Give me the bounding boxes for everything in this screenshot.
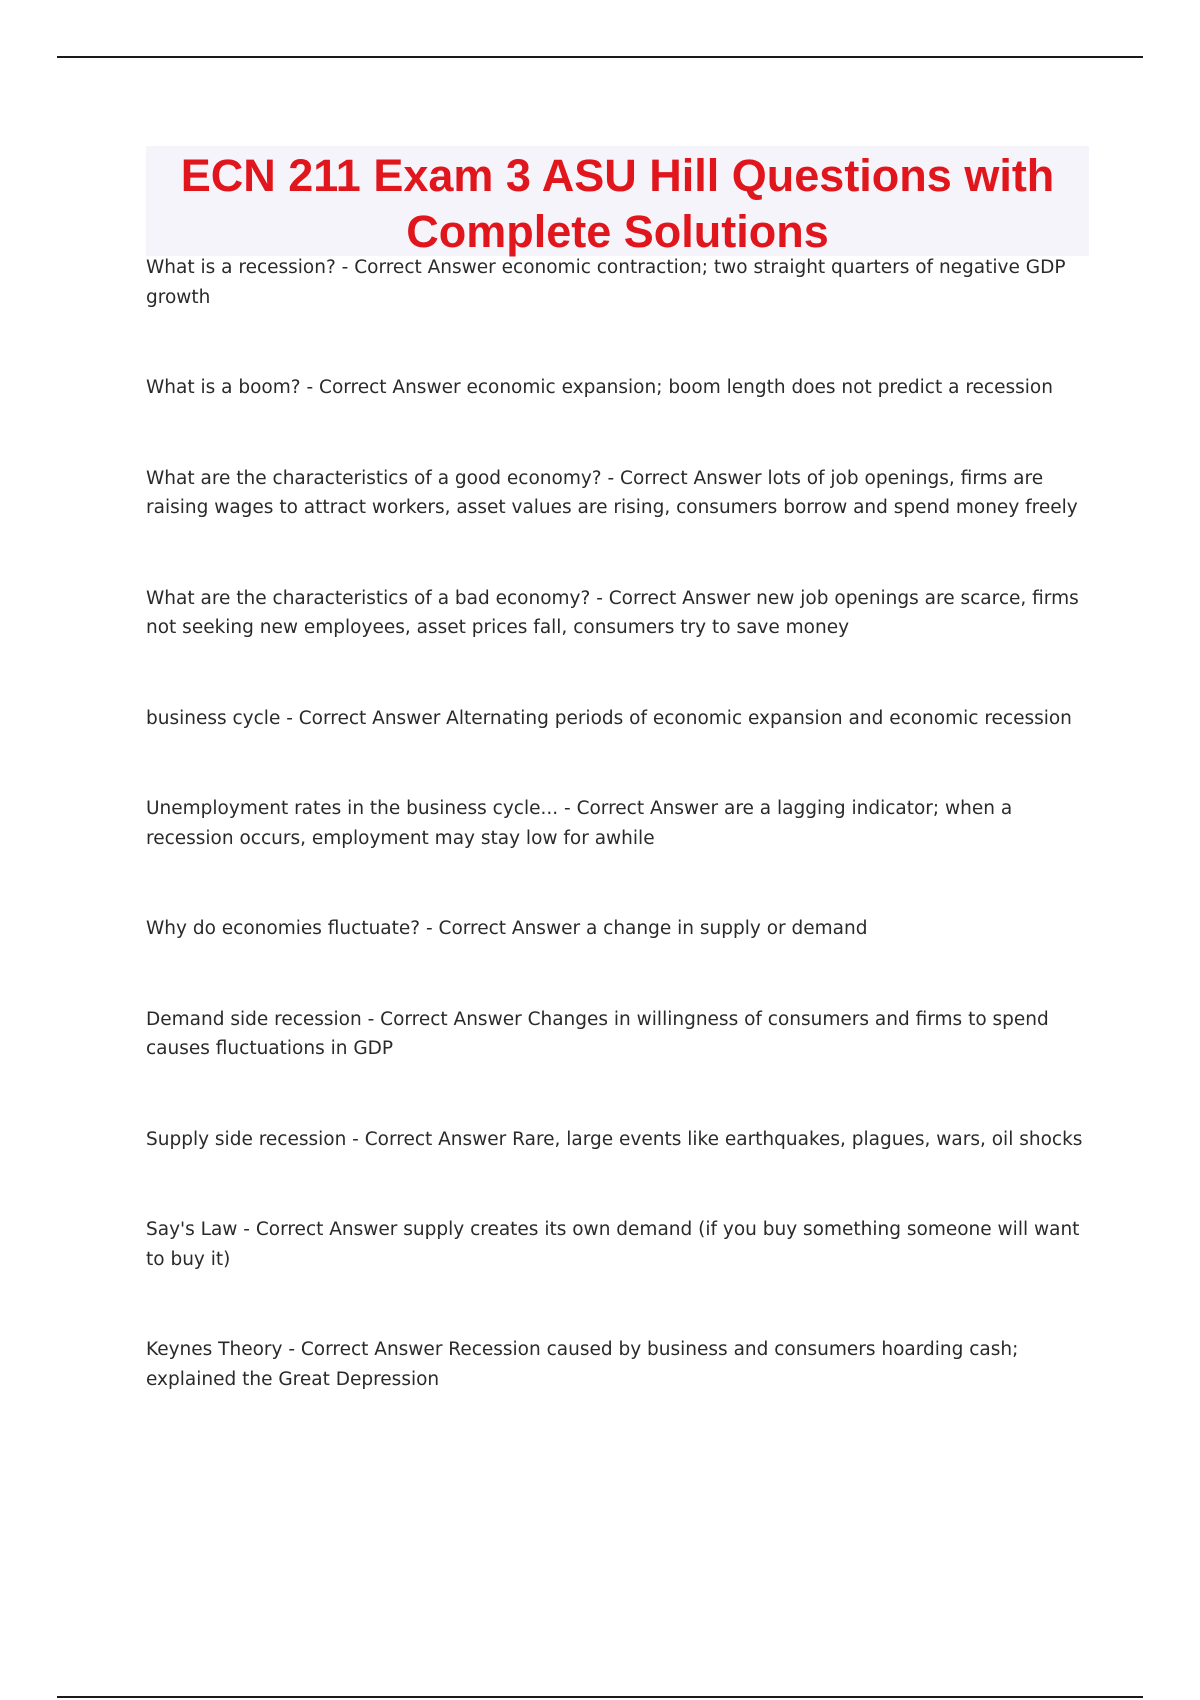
qa-item: Demand side recession - Correct Answer Changes in willingness of consumers and firms to spend causes fluctuations in GDP (146, 1008, 1049, 1059)
qa-item: Why do economies fluctuate? - Correct Answer a change in supply or demand (146, 918, 868, 939)
qa-item: What are the characteristics of a bad economy? - Correct Answer new job openings are scarce, firms not seeking new employees, asset prices fall, consumers try to save money (146, 587, 1079, 638)
top-rule (57, 56, 1143, 58)
title-banner (146, 146, 1089, 256)
qa-item: What is a recession? - Correct Answer economic contraction; two straight quarters of negative GDP growth (146, 257, 1066, 308)
qa-item: Unemployment rates in the business cycle... - Correct Answer are a lagging indicator; when a recession occurs, employment may stay low for awhile (146, 798, 1013, 849)
qa-item: Say's Law - Correct Answer supply creates its own demand (if you buy something someone will want to buy it) (146, 1219, 1080, 1270)
qa-item: business cycle - Correct Answer Alternating periods of economic expansion and economic recession (146, 707, 1072, 729)
qa-item: Supply side recession - Correct Answer Rare, large events like earthquakes, plagues, wars, oil shocks (146, 1128, 1083, 1150)
bottom-rule (57, 1696, 1143, 1698)
qa-item: Keynes Theory - Correct Answer Recession caused by business and consumers hoarding cash; explained the Great Depression (146, 1339, 1019, 1390)
document-title: ECN 211 Exam 3 ASU Hill Questions with Complete Solutions (180, 150, 1055, 257)
qa-item: What is a boom? - Correct Answer economic expansion; boom length does not predict a recession (146, 377, 1053, 398)
qa-item: What are the characteristics of a good economy? - Correct Answer lots of job openings, firms are raising wages to attract workers, asset values are rising, consumers borrow and spend money freely (146, 467, 1078, 518)
qa-list (146, 253, 1089, 1455)
